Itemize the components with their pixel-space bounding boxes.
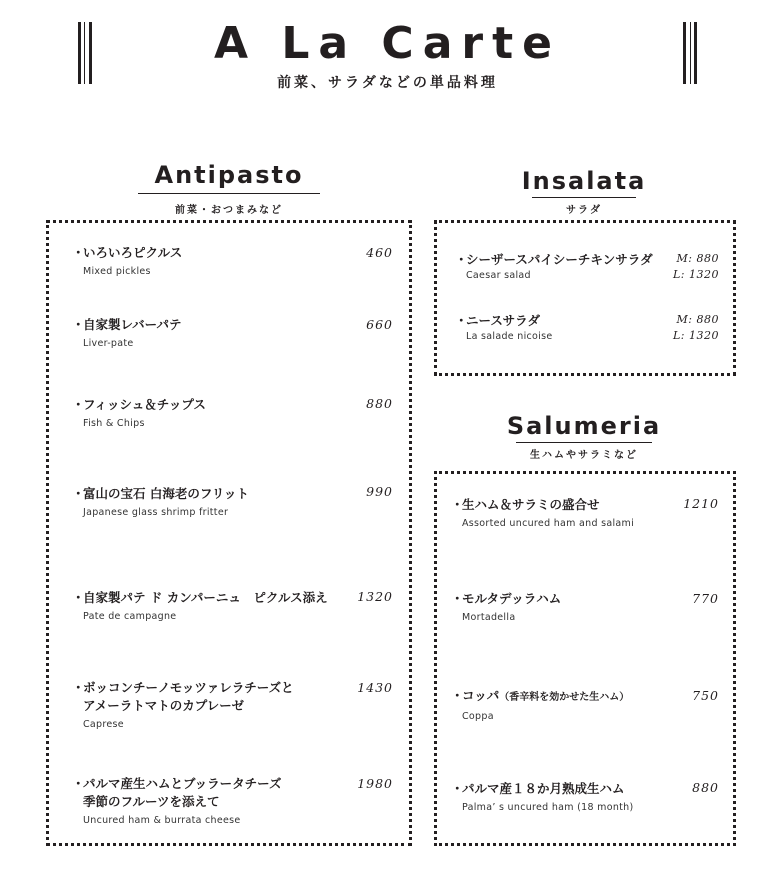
insalata-subtitle: サラダ <box>566 205 602 216</box>
item-name: パルマ産１８か月熟成生ハム <box>462 781 625 796</box>
item-name: ニースサラダ <box>466 313 541 328</box>
antipasto-box <box>46 220 412 846</box>
item-price-large: L: 1320 <box>672 268 719 281</box>
salumeria-title: Salumeria <box>506 412 662 440</box>
item-price-large: L: 1320 <box>672 329 719 342</box>
item-english: Mortadella <box>462 612 516 623</box>
item-price-medium: M: 880 <box>676 313 719 326</box>
item-name: 富山の宝石 白海老のフリット <box>83 486 249 501</box>
item-english: La salade nicoise <box>466 331 553 342</box>
item-note: （香辛料を効かせた生ハム） <box>499 692 630 703</box>
menu-item: ・コッパ（香辛料を効かせた生ハム） Coppa <box>451 688 630 722</box>
item-name: パルマ産生ハムとブッラータチーズ <box>83 776 282 791</box>
menu-item: ・自家製パテ ド カンパーニュ ピクルス添え Pate de campagne <box>72 590 328 622</box>
item-english: Japanese glass shrimp fritter <box>83 507 229 518</box>
item-price: 750 <box>692 688 719 703</box>
item-price: 660 <box>366 317 393 332</box>
menu-item: ・シーザースパイシーチキンサラダ Caesar salad <box>455 252 653 281</box>
antipasto-subtitle: 前菜・おつまみなど <box>175 205 283 216</box>
item-price: 1210 <box>683 496 719 511</box>
antipasto-title: Antipasto <box>154 161 304 189</box>
item-english: Mixed pickles <box>83 266 151 277</box>
item-price: 1320 <box>357 589 393 604</box>
item-english: Fish & Chips <box>83 418 145 429</box>
item-english: Assorted uncured ham and salami <box>462 518 635 529</box>
item-english: Liver-pate <box>83 338 134 349</box>
insalata-title: Insalata <box>521 167 647 195</box>
item-price: 460 <box>366 245 393 260</box>
page-subtitle: 前菜、サラダなどの単品料理 <box>277 75 498 91</box>
salumeria-rule <box>516 442 652 443</box>
item-name: コッパ <box>462 688 500 703</box>
item-name: 自家製パテ ド カンパーニュ ピクルス添え <box>83 590 328 605</box>
item-name: 自家製レバーパテ <box>83 317 182 332</box>
menu-item: ・パルマ産生ハムとブッラータチーズ 季節のフルーツを添えて Uncured ham & burrata cheese <box>72 776 282 826</box>
menu-item: ・モルタデッラハム Mortadella <box>451 591 562 623</box>
insalata-rule <box>532 197 636 198</box>
item-price: 1980 <box>357 776 393 791</box>
item-price: 770 <box>692 591 719 606</box>
item-english: Caprese <box>83 719 124 730</box>
item-name-line2: アメーラトマトのカプレーゼ <box>83 698 245 713</box>
item-name: 生ハム＆サラミの盛合せ <box>462 497 600 512</box>
item-price-medium: M: 880 <box>676 252 719 265</box>
item-english: Palma’ s uncured ham (18 month) <box>462 802 634 813</box>
item-name-line2: 季節のフルーツを添えて <box>83 794 220 809</box>
item-price: 1430 <box>357 680 393 695</box>
menu-item: ・パルマ産１８か月熟成生ハム Palma’ s uncured ham (18 month) <box>451 781 634 813</box>
page-title: A La Carte <box>214 18 561 69</box>
item-price: 990 <box>366 484 393 499</box>
item-english: Coppa <box>462 711 494 722</box>
item-name: モルタデッラハム <box>462 591 562 606</box>
insalata-box <box>434 220 736 376</box>
item-english: Caesar salad <box>466 270 531 281</box>
menu-item: ・フィッシュ＆チップス Fish & Chips <box>72 397 206 429</box>
menu-item: ・ニースサラダ La salade nicoise <box>455 313 553 342</box>
antipasto-rule <box>138 193 320 194</box>
item-name: ボッコンチーノモッツァレラチーズと <box>83 680 294 695</box>
item-english: Pate de campagne <box>83 611 177 622</box>
item-price: 880 <box>366 396 393 411</box>
menu-item: ・自家製レバーパテ Liver-pate <box>72 317 182 349</box>
menu-item: ・ボッコンチーノモッツァレラチーズと アメーラトマトのカプレーゼ Caprese <box>72 680 294 730</box>
item-name: いろいろピクルス <box>83 245 183 260</box>
salumeria-subtitle: 生ハムやサラミなど <box>530 450 638 461</box>
item-name: シーザースパイシーチキンサラダ <box>466 252 653 267</box>
item-name: フィッシュ＆チップス <box>83 397 206 412</box>
menu-item: ・富山の宝石 白海老のフリット Japanese glass shrimp fritter <box>72 486 249 518</box>
item-english: Uncured ham & burrata cheese <box>83 815 241 826</box>
menu-item: ・いろいろピクルス Mixed pickles <box>72 245 183 277</box>
menu-item: ・生ハム＆サラミの盛合せ Assorted uncured ham and salami <box>451 497 635 529</box>
item-price: 880 <box>692 780 719 795</box>
